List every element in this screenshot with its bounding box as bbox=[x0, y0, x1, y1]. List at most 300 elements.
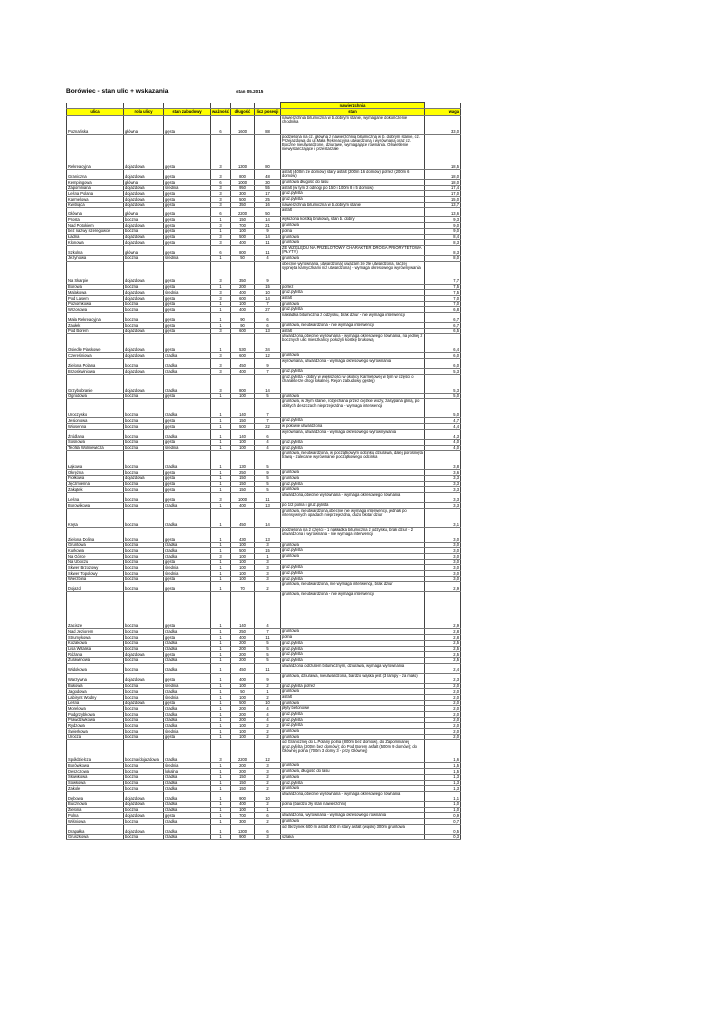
cell-stan: gruz.pyliśta bbox=[281, 369, 425, 375]
cell-ulica: Polna bbox=[67, 813, 124, 819]
cell-rola: boczna bbox=[124, 646, 164, 652]
cell-posesje: 3 bbox=[255, 571, 281, 577]
cell-ulica: Dębowa bbox=[67, 791, 124, 801]
cell-ulica: Czereśniowa bbox=[67, 353, 124, 359]
cell-waga: 2,3 bbox=[425, 673, 461, 683]
cell-posesje: 15 bbox=[255, 284, 281, 290]
cell-ulica: Borówkowa bbox=[67, 763, 124, 769]
cell-stan: gruntowa, w złym stanie, rozjechana przez ciężkie wozy, zasypana gliną, po oblitych deszczach nieprzejezdna - wymaga interwencji bbox=[281, 399, 425, 418]
cell-ulica: Zielona Polana bbox=[67, 359, 124, 369]
streets-table bbox=[66, 102, 461, 840]
cell-rola: dojazdowa bbox=[124, 791, 164, 801]
cell-zabudowa: średnia bbox=[164, 729, 211, 735]
cell-posesje: 3 bbox=[255, 565, 281, 571]
cell-dlugosc: 250 bbox=[231, 470, 255, 476]
cell-posesje: 27 bbox=[255, 307, 281, 313]
cell-ulica: Kwitnąca bbox=[67, 202, 124, 208]
cell-posesje: 11 bbox=[255, 240, 281, 246]
cell-stan: gruntowa bbox=[281, 393, 425, 399]
cell-waznosc: 1 bbox=[211, 228, 231, 234]
cell-ulica: Na Uboczu bbox=[67, 559, 124, 565]
cell-ulica: Morelowa bbox=[67, 706, 124, 712]
cell-rola: boczna bbox=[124, 554, 164, 560]
cell-waga: 1,3 bbox=[425, 774, 461, 780]
cell-zabudowa: rzadka bbox=[164, 369, 211, 375]
cell-stan: utwardzona,obecnie wyrównana - wymaga okresowego równania bbox=[281, 492, 425, 502]
cell-stan: asfalt bbox=[281, 328, 425, 334]
cell-dlugosc: 90 bbox=[231, 313, 255, 323]
cell-rola: boczna bbox=[124, 640, 164, 646]
cell-zabudowa: gęsta bbox=[164, 673, 211, 683]
cell-rola: boczna bbox=[124, 592, 164, 629]
cell-stan: asfalt bbox=[281, 208, 425, 217]
cell-ulica: Spółdzielcza bbox=[67, 740, 124, 763]
cell-posesje: 2 bbox=[255, 582, 281, 592]
cell-ulica: Na Skarpie bbox=[67, 261, 124, 284]
cell-zabudowa: rzadka bbox=[164, 818, 211, 824]
cell-zabudowa: rzadka bbox=[164, 508, 211, 527]
table-row bbox=[67, 170, 461, 180]
cell-zabudowa: rzadka bbox=[164, 807, 211, 813]
cell-ulica: Kozakowa bbox=[67, 640, 124, 646]
cell-waznosc: 1 bbox=[211, 717, 231, 723]
cell-stan: od Skrzynek 600 m asfalt 400 m stary asfalt (wąski) 300m gruntowa bbox=[281, 824, 425, 834]
cell-posesje: 6 bbox=[255, 824, 281, 834]
cell-zabudowa: gęsta bbox=[164, 261, 211, 284]
cell-waznosc: 1 bbox=[211, 629, 231, 635]
cell-waga: 7,5 bbox=[425, 290, 461, 296]
cell-waga: 33,0 bbox=[425, 116, 461, 135]
cell-dlugosc: 100 bbox=[231, 683, 255, 689]
cell-dlugosc: 100 bbox=[231, 559, 255, 565]
cell-stan: nakładka bitumiczna z odzysku, brak dziur - nie wymaga interwencji bbox=[281, 313, 425, 323]
cell-rola: boczna bbox=[124, 451, 164, 470]
cell-stan: gruz.pyliśta bbox=[281, 445, 425, 451]
cell-zabudowa: rzadka bbox=[164, 640, 211, 646]
cell-zabudowa: rzadka bbox=[164, 717, 211, 723]
cell-waga: 0,5 bbox=[425, 824, 461, 834]
document-date: stan 05.2015 bbox=[236, 89, 264, 94]
cell-waga: 6,5 bbox=[425, 328, 461, 334]
cell-zabudowa: gęsta bbox=[164, 475, 211, 481]
cell-zabudowa: średnia bbox=[164, 255, 211, 261]
cell-posesje: 5 bbox=[255, 481, 281, 487]
cell-posesje: 6 bbox=[255, 813, 281, 819]
table-row bbox=[67, 359, 461, 369]
cell-zabudowa: rzadka bbox=[164, 786, 211, 792]
cell-waga: 3,0 bbox=[425, 548, 461, 554]
cell-waga: 1,6 bbox=[425, 740, 461, 763]
cell-zabudowa: gęsta bbox=[164, 135, 211, 170]
cell-rola: boczna bbox=[124, 689, 164, 695]
cell-rola: boczna bbox=[124, 548, 164, 554]
cell-waznosc: 1 bbox=[211, 640, 231, 646]
cell-dlugosc: 900 bbox=[231, 791, 255, 801]
cell-ulica: Skwer Topolowy bbox=[67, 571, 124, 577]
cell-waznosc: 1 bbox=[211, 502, 231, 508]
cell-dlugosc: 100 bbox=[231, 723, 255, 729]
cell-posesje: 55 bbox=[255, 185, 281, 191]
cell-zabudowa: gęsta bbox=[164, 234, 211, 240]
cell-rola: boczna bbox=[124, 774, 164, 780]
cell-stan: gruntowa, długość do lasu bbox=[281, 769, 425, 775]
cell-zabudowa: rzadka bbox=[164, 712, 211, 718]
cell-waga: 6,7 bbox=[425, 313, 461, 323]
cell-stan: pó 1/2 polna i gruz.pyliśta bbox=[281, 502, 425, 508]
cell-waga: 18,5 bbox=[425, 135, 461, 170]
cell-stan: nawierzchnia bitumiczna w b.dobrym stanie, wymagane dokończenie chodnika bbox=[281, 116, 425, 135]
cell-rola: boczna/dojazdowa bbox=[124, 740, 164, 763]
cell-waznosc: 1 bbox=[211, 424, 231, 430]
cell-zabudowa: gęsta bbox=[164, 295, 211, 301]
cell-waznosc: 1 bbox=[211, 813, 231, 819]
cell-ulica: Strumykowa bbox=[67, 635, 124, 641]
cell-waznosc: 1 bbox=[211, 334, 231, 353]
cell-ulica: Graniczna bbox=[67, 170, 124, 180]
cell-rola: boczna bbox=[124, 629, 164, 635]
cell-waznosc: 1 bbox=[211, 791, 231, 801]
cell-posesje: 12 bbox=[255, 740, 281, 763]
cell-dlugosc: 350 bbox=[231, 202, 255, 208]
cell-waznosc: 1 bbox=[211, 763, 231, 769]
cell-stan: gruntowa bbox=[281, 542, 425, 548]
cell-posesje: 17 bbox=[255, 191, 281, 197]
cell-waga: 3,0 bbox=[425, 565, 461, 571]
cell-dlugosc: 100 bbox=[231, 445, 255, 451]
cell-stan: utwardzona,obecnie wyrównana - wymaga okresowego równania bbox=[281, 791, 425, 801]
cell-waznosc: 1 bbox=[211, 683, 231, 689]
cell-rola: boczna bbox=[124, 323, 164, 329]
cell-ulica: Zacisze bbox=[67, 592, 124, 629]
cell-waznosc: 3 bbox=[211, 353, 231, 359]
cell-waznosc: 6 bbox=[211, 208, 231, 217]
cell-ulica: Żurawinowa bbox=[67, 657, 124, 663]
cell-dlugosc: 150 bbox=[231, 475, 255, 481]
cell-zabudowa: gęsta bbox=[164, 245, 211, 255]
cell-zabudowa: gęsta bbox=[164, 191, 211, 197]
cell-dlugosc: 100 bbox=[231, 571, 255, 577]
cell-ulica: Warzywna bbox=[67, 673, 124, 683]
cell-posesje: 3 bbox=[255, 834, 281, 840]
cell-waga: 18,0 bbox=[425, 180, 461, 186]
cell-waznosc: 1 bbox=[211, 565, 231, 571]
cell-zabudowa: gęsta bbox=[164, 116, 211, 135]
cell-ulica: Jęczmienna bbox=[67, 481, 124, 487]
cell-stan: gruz.pyliśta bbox=[281, 712, 425, 718]
cell-ulica: Świerkowa bbox=[67, 729, 124, 735]
cell-posesje: 4 bbox=[255, 712, 281, 718]
cell-stan: gruz.pyliśta bbox=[281, 565, 425, 571]
cell-ulica: Leśna Polana bbox=[67, 191, 124, 197]
cell-rola: dojazdowa bbox=[124, 801, 164, 807]
cell-ulica: Wrzosowa bbox=[67, 307, 124, 313]
cell-zabudowa: gęsta bbox=[164, 492, 211, 502]
cell-zabudowa: rzadka bbox=[164, 689, 211, 695]
cell-waga: 3,0 bbox=[425, 554, 461, 560]
cell-rola: boczna bbox=[124, 576, 164, 582]
cell-posesje: 48 bbox=[255, 170, 281, 180]
cell-waga: 1,5 bbox=[425, 769, 461, 775]
cell-posesje: 4 bbox=[255, 592, 281, 629]
cell-waznosc: 1 bbox=[211, 429, 231, 439]
cell-posesje: 10 bbox=[255, 290, 281, 296]
cell-stan: gruntowa bbox=[281, 689, 425, 695]
cell-ulica: Kurkowa bbox=[67, 548, 124, 554]
cell-waznosc: 3 bbox=[211, 369, 231, 375]
cell-dlugosc: 50 bbox=[231, 689, 255, 695]
cell-dlugosc: 700 bbox=[231, 813, 255, 819]
cell-stan: wyrównana, utwardzona - wymaga okresowego wyrównania bbox=[281, 359, 425, 369]
cell-zabudowa: gęsta bbox=[164, 700, 211, 706]
cell-dlugosc: 100 bbox=[231, 565, 255, 571]
cell-posesje: 2 bbox=[255, 801, 281, 807]
cell-posesje: 1 bbox=[255, 554, 281, 560]
cell-waga: 1,5 bbox=[425, 763, 461, 769]
cell-waznosc: 1 bbox=[211, 663, 231, 673]
cell-zabudowa: rzadka bbox=[164, 723, 211, 729]
cell-posesje: 5 bbox=[255, 393, 281, 399]
cell-ulica: Borowikowa bbox=[67, 502, 124, 508]
cell-posesje: 2 bbox=[255, 683, 281, 689]
cell-dlugosc: 800 bbox=[231, 245, 255, 255]
cell-posesje: 9 bbox=[255, 261, 281, 284]
cell-zabudowa: rzadka bbox=[164, 646, 211, 652]
cell-rola: dojazdowa bbox=[124, 202, 164, 208]
cell-stan: gruntowa bbox=[281, 786, 425, 792]
cell-stan: gruntowa bbox=[281, 223, 425, 229]
cell-zabudowa: średnia bbox=[164, 571, 211, 577]
cell-rola: dojazdowa bbox=[124, 328, 164, 334]
cell-stan: gruz.pyliśta bbox=[281, 481, 425, 487]
cell-ulica: Widokowa bbox=[67, 663, 124, 673]
cell-waga: 2,0 bbox=[425, 700, 461, 706]
cell-waznosc: 1 bbox=[211, 451, 231, 470]
cell-rola: dojazdowa bbox=[124, 369, 164, 375]
cell-waga: 3,3 bbox=[425, 502, 461, 508]
cell-dlugosc: 1600 bbox=[231, 116, 255, 135]
cell-ulica: Zakątek bbox=[67, 487, 124, 493]
cell-zabudowa: rzadka bbox=[164, 657, 211, 663]
cell-zabudowa: gęsta bbox=[164, 813, 211, 819]
cell-ulica: Główna bbox=[67, 208, 124, 217]
cell-zabudowa: średnia bbox=[164, 565, 211, 571]
cell-stan: gruz.pyliśta bbox=[281, 780, 425, 786]
cell-ulica: Gruntowa bbox=[67, 542, 124, 548]
cell-zabudowa: gęsta bbox=[164, 307, 211, 313]
cell-dlugosc: 200 bbox=[231, 769, 255, 775]
cell-waga: 2,0 bbox=[425, 729, 461, 735]
table-row bbox=[67, 451, 461, 470]
cell-zabudowa: rzadka bbox=[164, 801, 211, 807]
cell-zabudowa: rzadka bbox=[164, 834, 211, 840]
cell-dlugosc: 900 bbox=[231, 834, 255, 840]
cell-waznosc: 1 bbox=[211, 729, 231, 735]
cell-rola: boczna bbox=[124, 559, 164, 565]
cell-ulica: Brzoskwiniowa bbox=[67, 369, 124, 375]
cell-waga: 5,3 bbox=[425, 374, 461, 393]
cell-stan: gruntowa bbox=[281, 255, 425, 261]
cell-waga: 2,8 bbox=[425, 635, 461, 641]
cell-waznosc: 1 bbox=[211, 217, 231, 223]
cell-waznosc: 3 bbox=[211, 492, 231, 502]
cell-waznosc: 1 bbox=[211, 780, 231, 786]
cell-waznosc: 1 bbox=[211, 646, 231, 652]
cell-waga: 17,4 bbox=[425, 185, 461, 191]
cell-stan: polna bbox=[281, 635, 425, 641]
cell-waznosc: 1 bbox=[211, 323, 231, 329]
table-row bbox=[67, 261, 461, 284]
cell-dlugosc: 200 bbox=[231, 284, 255, 290]
cell-dlugosc: 200 bbox=[231, 657, 255, 663]
cell-rola: dojazdowa bbox=[124, 223, 164, 229]
cell-rola: boczna bbox=[124, 424, 164, 430]
table-row bbox=[67, 582, 461, 592]
cell-dlugosc: 530 bbox=[231, 334, 255, 353]
cell-waznosc: 1 bbox=[211, 689, 231, 695]
cell-dlugosc: 100 bbox=[231, 393, 255, 399]
cell-ulica: Zielona Dolina bbox=[67, 527, 124, 542]
cell-waga: 1,0 bbox=[425, 807, 461, 813]
header-row bbox=[67, 109, 461, 116]
cell-rola: boczna bbox=[124, 307, 164, 313]
cell-waznosc: 1 bbox=[211, 307, 231, 313]
cell-rola: boczna bbox=[124, 565, 164, 571]
cell-waznosc: 1 bbox=[211, 393, 231, 399]
cell-posesje: 14 bbox=[255, 508, 281, 527]
cell-ulica: Deszczowa bbox=[67, 769, 124, 775]
cell-posesje: 9 bbox=[255, 470, 281, 476]
cell-stan: szlaka bbox=[281, 834, 425, 840]
cell-rola: dojazdowa bbox=[124, 374, 164, 393]
cell-posesje: 2 bbox=[255, 786, 281, 792]
cell-posesje: 4 bbox=[255, 439, 281, 445]
cell-zabudowa: średnia bbox=[164, 185, 211, 191]
cell-waznosc: 3 bbox=[211, 234, 231, 240]
cell-dlugosc: 150 bbox=[231, 418, 255, 424]
cell-posesje: 3 bbox=[255, 542, 281, 548]
cell-posesje: 2 bbox=[255, 723, 281, 729]
cell-posesje: 2 bbox=[255, 774, 281, 780]
cell-dlugosc: 300 bbox=[231, 818, 255, 824]
cell-stan: gruntowa, nieutwardzona - nie wymaga interwencji bbox=[281, 592, 425, 629]
cell-posesje: 11 bbox=[255, 492, 281, 502]
cell-rola: boczna bbox=[124, 301, 164, 307]
cell-stan: ZE WZGLĘDU NA PRZELOTOWY CHARAKTER DROGA PRIORYTETOWA (PŁYTY) bbox=[281, 245, 425, 255]
cell-waznosc: 1 bbox=[211, 313, 231, 323]
cell-stan: gruz.pyliśta bbox=[281, 191, 425, 197]
cell-stan: gruntowa długość do lasu bbox=[281, 180, 425, 186]
cell-ulica: Zapomniana bbox=[67, 185, 124, 191]
cell-stan: utwardzona odrzutem bitumicznym, dziurawa, wymaga wyrównania bbox=[281, 663, 425, 673]
cell-ulica: Jagodowa bbox=[67, 689, 124, 695]
cell-rola: boczna bbox=[124, 663, 164, 673]
cell-ulica: Pod Borem bbox=[67, 328, 124, 334]
cell-ulica: Osiedle Piaskowe bbox=[67, 334, 124, 353]
cell-posesje: 6 bbox=[255, 313, 281, 323]
cell-posesje: 13 bbox=[255, 328, 281, 334]
cell-rola: boczna bbox=[124, 786, 164, 792]
cell-waga: 7,0 bbox=[425, 301, 461, 307]
cell-rola: boczna bbox=[124, 542, 164, 548]
cell-dlugosc: 350 bbox=[231, 261, 255, 284]
table-row bbox=[67, 245, 461, 255]
cell-stan: wyłożona kostką brukową, stan b. dobry bbox=[281, 217, 425, 223]
cell-waznosc: 1 bbox=[211, 284, 231, 290]
cell-dlugosc: 140 bbox=[231, 592, 255, 629]
cell-stan: asfalt (400m ze domów) stary asfalt (200m 16 domów) pofrez (200m 6 domów) bbox=[281, 170, 425, 180]
cell-waznosc: 1 bbox=[211, 769, 231, 775]
cell-zabudowa: rzadka bbox=[164, 399, 211, 418]
cell-waznosc: 1 bbox=[211, 635, 231, 641]
cell-waznosc: 1 bbox=[211, 801, 231, 807]
cell-dlugosc: 450 bbox=[231, 359, 255, 369]
cell-rola: dojazdowa bbox=[124, 353, 164, 359]
cell-waznosc: 3 bbox=[211, 185, 231, 191]
cell-zabudowa: lokalna bbox=[164, 769, 211, 775]
cell-ulica: Prawdziwkowa bbox=[67, 717, 124, 723]
cell-waga: 2,5 bbox=[425, 646, 461, 652]
cell-waznosc: 3 bbox=[211, 170, 231, 180]
cell-dlugosc: 70 bbox=[231, 582, 255, 592]
cell-waga: 3,0 bbox=[425, 542, 461, 548]
cell-stan: polna (bardzo zły stan nawierzchni) bbox=[281, 801, 425, 807]
cell-waga: 8,0 bbox=[425, 255, 461, 261]
cell-stan: gruntowa bbox=[281, 700, 425, 706]
cell-waznosc: 3 bbox=[211, 223, 231, 229]
cell-posesje: 16 bbox=[255, 202, 281, 208]
table-row bbox=[67, 592, 461, 629]
cell-dlugosc: 430 bbox=[231, 527, 255, 542]
cell-ulica: Zielona bbox=[67, 807, 124, 813]
cell-ulica: Malakowa bbox=[67, 290, 124, 296]
cell-dlugosc: 100 bbox=[231, 542, 255, 548]
cell-ulica: Ładna bbox=[67, 234, 124, 240]
cell-stan: utwardzona, wyrównana - wymaga okresowego równania bbox=[281, 813, 425, 819]
cell-zabudowa: gęsta bbox=[164, 313, 211, 323]
cell-dlugosc: 300 bbox=[231, 191, 255, 197]
cell-waga: 3,8 bbox=[425, 451, 461, 470]
cell-stan: gruntowa bbox=[281, 301, 425, 307]
cell-zabudowa: gęsta bbox=[164, 487, 211, 493]
cell-waga: 2,0 bbox=[425, 734, 461, 740]
cell-waznosc: 1 bbox=[211, 576, 231, 582]
cell-posesje: 2 bbox=[255, 818, 281, 824]
cell-zabudowa: rzadka bbox=[164, 359, 211, 369]
cell-posesje: 80 bbox=[255, 135, 281, 170]
cell-stan: asfalt bbox=[281, 295, 425, 301]
cell-zabudowa: rzadka bbox=[164, 629, 211, 635]
cell-rola: boczna bbox=[124, 712, 164, 718]
cell-stan: gruz.pyliśta bbox=[281, 571, 425, 577]
cell-zabudowa: gęsta bbox=[164, 240, 211, 246]
cell-dlugosc: 600 bbox=[231, 295, 255, 301]
cell-stan: gruz.pyliśta bbox=[281, 652, 425, 658]
cell-posesje: 14 bbox=[255, 217, 281, 223]
cell-rola: boczna bbox=[124, 284, 164, 290]
cell-zabudowa: gęsta bbox=[164, 527, 211, 542]
cell-waznosc: 3 bbox=[211, 374, 231, 393]
cell-zabudowa: gęsta bbox=[164, 301, 211, 307]
cell-dlugosc: 500 bbox=[231, 424, 255, 430]
cell-stan: pofrez bbox=[281, 284, 425, 290]
cell-rola: dojazdowa bbox=[124, 824, 164, 834]
cell-rola: boczna bbox=[124, 502, 164, 508]
cell-rola: dojazdowa bbox=[124, 295, 164, 301]
cell-rola: boczna bbox=[124, 657, 164, 663]
cell-stan: gruntowa bbox=[281, 240, 425, 246]
cell-stan: obecnie wyrównana, utwardzona( uważam że źle utwardzona, raczej sypnięta kamyczkami niż utwardzona) - wymaga okresowego wyrównywania bbox=[281, 261, 425, 284]
cell-zabudowa: rzadka bbox=[164, 502, 211, 508]
